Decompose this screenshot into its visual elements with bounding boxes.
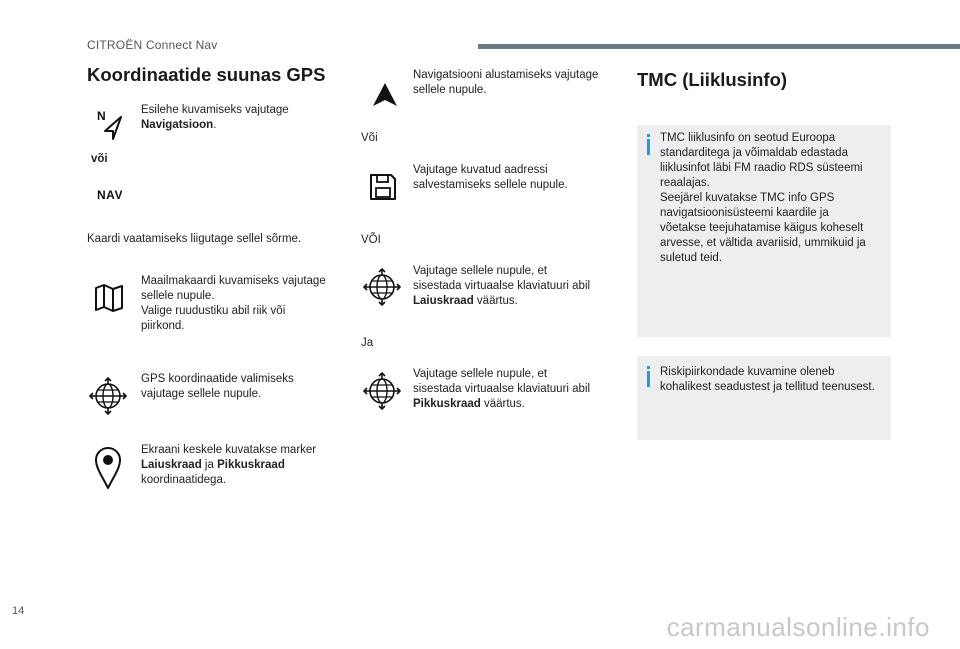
drag-instruction: Kaardi vaatamiseks liigutage sellel sõrme.	[87, 233, 302, 245]
location-marker-icon	[94, 446, 122, 490]
save-disk-icon	[366, 170, 400, 204]
globe-latitude-icon	[362, 267, 402, 307]
or-label-2: Või	[361, 132, 378, 144]
info-line: standarditega ja võimaldab edastada	[660, 147, 848, 159]
globe-longitude-icon	[362, 371, 402, 411]
info-line: reaalajas.	[660, 177, 710, 189]
info-box-risk	[637, 356, 891, 440]
save-text: Vajutage kuvatud aadressi salvestamiseks sellele nupule.	[413, 164, 568, 191]
info-line: suletud teid.	[660, 252, 723, 264]
section-title-gps: Koordinaatide suunas GPS	[87, 64, 326, 85]
header-brand: CITROËN Connect Nav	[87, 38, 218, 52]
start-text: Navigatsiooni alustamiseks vajutage sellele nupule.	[413, 69, 599, 96]
north-letter: N	[97, 109, 107, 123]
header-bar	[478, 44, 960, 49]
globe-crosshair-icon	[88, 376, 128, 416]
section-title-tmc: TMC (Liiklusinfo)	[637, 69, 788, 90]
info-line: kohalikest seadustest ja tellitud teenusest.	[660, 381, 875, 393]
navigatsioon-term: Navigatsioon	[141, 119, 214, 131]
and-label: Ja	[361, 337, 374, 349]
marker-text: Ekraani keskele kuvatakse marker Laiuskraad ja Pikkuskraad koordinaatidega.	[141, 444, 317, 486]
info-box-tmc-text	[660, 131, 890, 266]
info-line: arvesse, et vältida avariisid, ummikuid ja	[660, 237, 866, 249]
start-navigation-arrow-icon	[370, 80, 400, 110]
nav-label: NAV	[97, 188, 123, 202]
longitude-text: Vajutage sellele nupule, et sisestada virtuaalse klaviatuuri abil Pikkuskraad väärtus.	[413, 368, 591, 410]
info-line: navigatsioonisüsteemi kaardile ja	[660, 207, 829, 219]
info-icon	[647, 371, 650, 387]
map-text: Maailmakaardi kuvamiseks vajutage sellele nupule. Valige ruudustiku abil riik või piirkond.	[141, 275, 326, 332]
info-box-tmc	[637, 125, 891, 337]
info-line: Seejärel kuvatakse TMC info GPS	[660, 192, 835, 204]
watermark: carmanualsonline.info	[666, 612, 930, 642]
map-icon	[92, 280, 126, 314]
latitude-text: Vajutage sellele nupule, et sisestada virtuaalse klaviatuuri abil Laiuskraad väärtus.	[413, 265, 591, 307]
gps-text: GPS koordinaatide valimiseks vajutage sellele nupule.	[141, 373, 294, 400]
step1-text: Esilehe kuvamiseks vajutage Navigatsioon.	[141, 104, 289, 131]
or-label-3: VÕI	[361, 234, 381, 246]
info-line: võetakse teejuhatamise käigus koheselt	[660, 222, 864, 234]
info-icon	[647, 139, 650, 155]
page-number: 14	[12, 605, 25, 617]
info-line: Riskipiirkondade kuvamine oleneb	[660, 366, 835, 378]
info-box-risk-text	[660, 365, 890, 395]
info-line: liiklusinfot läbi FM raadio RDS süsteemi	[660, 162, 863, 174]
or-label-1: või	[91, 153, 108, 165]
info-line: TMC liiklusinfo on seotud Euroopa	[660, 132, 836, 144]
